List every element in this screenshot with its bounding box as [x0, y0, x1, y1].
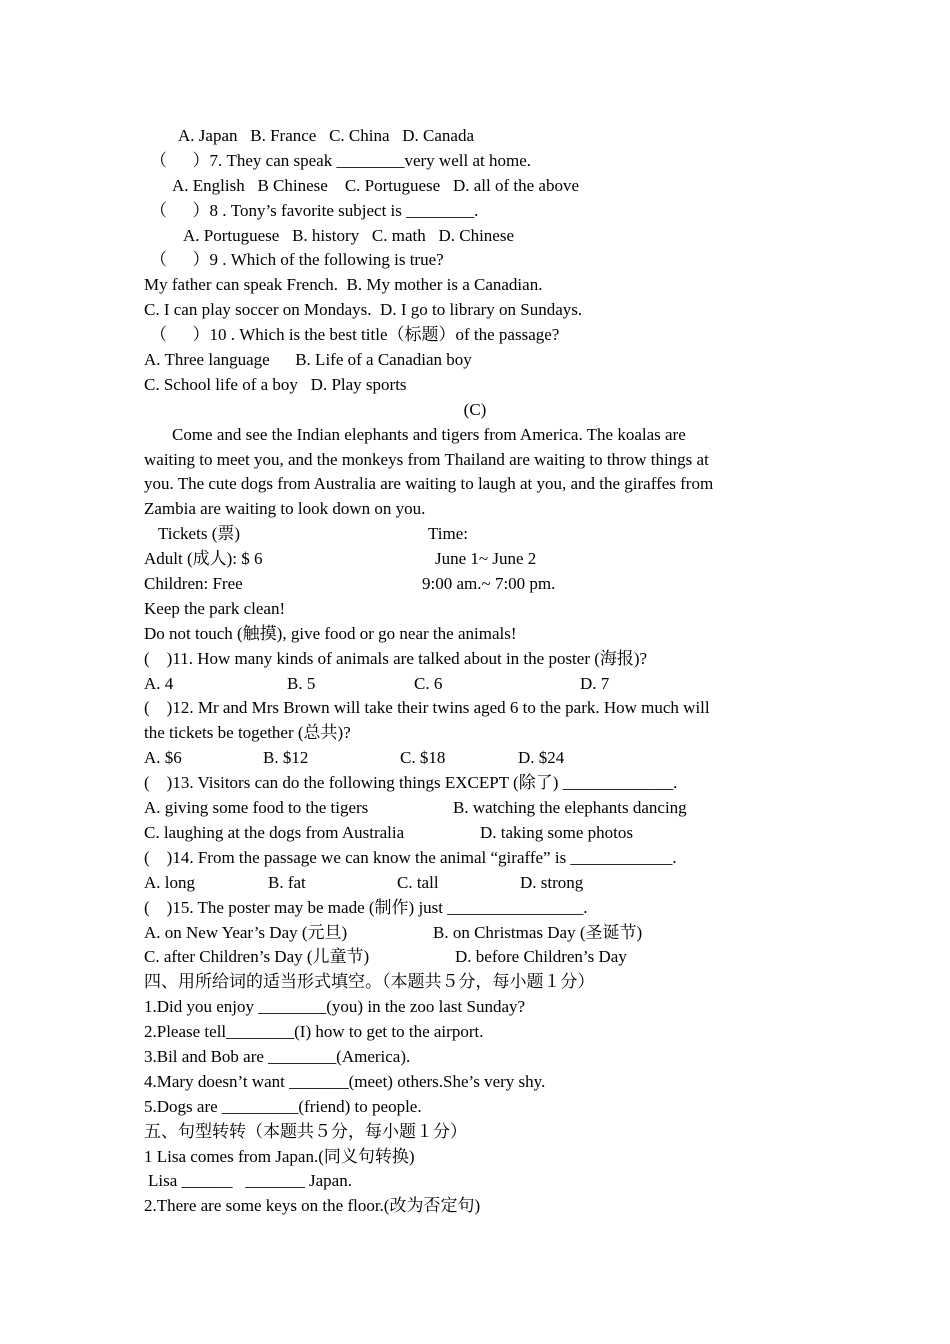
text-segment: ( )11. How many kinds of animals are talked about in the poster (海报)? — [144, 648, 648, 668]
text-line — [0, 224, 950, 249]
text-segment: C. after Children’s Day (儿童节) — [144, 947, 370, 967]
text-line — [0, 497, 950, 522]
text-line — [0, 945, 950, 970]
text-segment: B. 5 — [287, 673, 316, 693]
text-line — [0, 1120, 950, 1145]
text-line — [0, 373, 950, 398]
text-line — [0, 348, 950, 373]
text-segment: C. tall — [397, 872, 439, 892]
text-segment: waiting to meet you, and the monkeys from Thailand are waiting to throw things at — [144, 449, 709, 469]
text-segment: C. $18 — [400, 748, 446, 768]
text-line — [0, 572, 950, 597]
text-segment: B. on Christmas Day (圣诞节) — [433, 922, 643, 942]
text-line — [0, 323, 950, 348]
text-segment: you. The cute dogs from Australia are waiting to laugh at you, and the giraffes from — [144, 474, 714, 494]
text-line — [0, 1045, 950, 1070]
section-heading: (C) — [463, 399, 487, 419]
text-segment: the tickets be together (总共)? — [144, 723, 351, 743]
text-line — [0, 248, 950, 273]
text-segment: A. long — [144, 872, 195, 892]
text-line — [0, 398, 950, 423]
text-segment: D. taking some photos — [480, 822, 633, 842]
text-segment: Come and see the Indian elephants and tigers from America. The koalas are — [172, 424, 686, 444]
text-segment: 2.Please tell________(I) how to get to the airport. — [144, 1022, 484, 1042]
text-segment: Do not touch (触摸), give food or go near the animals! — [144, 623, 517, 643]
text-segment: A. Japan B. France C. China D. Canada — [178, 126, 475, 145]
text-line — [0, 921, 950, 946]
text-segment: 3.Bil and Bob are ________(America). — [144, 1046, 411, 1066]
text-segment: 2.There are some keys on the floor.(改为否定句) — [144, 1196, 481, 1216]
text-line — [0, 846, 950, 871]
text-segment: D. 7 — [580, 673, 610, 693]
text-line — [0, 647, 950, 672]
text-segment: Adult (成人): $ 6 — [144, 549, 263, 569]
text-line — [0, 771, 950, 796]
text-segment: A. on New Year’s Day (元旦) — [144, 922, 348, 942]
text-line — [0, 1095, 950, 1120]
text-segment: B. fat — [268, 872, 306, 892]
text-segment: D. $24 — [518, 748, 565, 768]
text-segment: ( )14. From the passage we can know the animal “giraffe” is ____________. — [144, 847, 677, 867]
text-segment: 5.Dogs are _________(friend) to people. — [144, 1096, 422, 1116]
text-segment: Lisa ______ _______ Japan. — [148, 1171, 352, 1191]
text-segment: A. $6 — [144, 748, 182, 768]
text-segment: （ ）10 . Which is the best title（标题）of the passage? — [150, 325, 560, 345]
text-segment: C. 6 — [414, 673, 443, 693]
text-segment: A. 4 — [144, 673, 174, 693]
text-line — [0, 995, 950, 1020]
text-line — [0, 149, 950, 174]
text-segment: Zambia are waiting to look down on you. — [144, 499, 426, 519]
text-line — [0, 199, 950, 224]
text-line — [0, 1169, 950, 1194]
text-line — [0, 273, 950, 298]
text-segment: Tickets (票) — [158, 524, 241, 544]
text-segment: C. laughing at the dogs from Australia — [144, 822, 405, 842]
text-segment: ( )13. Visitors can do the following things EXCEPT (除了) _____________. — [144, 773, 678, 793]
text-line — [0, 174, 950, 199]
text-line — [0, 796, 950, 821]
text-segment: 五、句型转转（本题共５分，每小题１分） — [144, 1121, 467, 1141]
text-segment: 1 Lisa comes from Japan.(同义句转换) — [144, 1146, 415, 1166]
text-segment: 9:00 am.~ 7:00 pm. — [422, 574, 556, 594]
text-segment: C. School life of a boy D. Play sports — [144, 374, 407, 394]
text-line — [0, 1020, 950, 1045]
text-segment: Keep the park clean! — [144, 598, 286, 618]
text-line — [0, 821, 950, 846]
text-line — [0, 472, 950, 497]
text-segment: D. before Children’s Day — [455, 947, 627, 967]
text-line — [0, 970, 950, 995]
text-segment: A. Portuguese B. history C. math D. Chinese — [183, 225, 515, 245]
text-line — [0, 1194, 950, 1219]
text-line — [0, 597, 950, 622]
text-segment: C. I can play soccer on Mondays. D. I go to library on Sundays. — [144, 300, 583, 320]
text-line — [0, 746, 950, 771]
text-line — [0, 448, 950, 473]
text-segment: B. $12 — [263, 748, 309, 768]
text-segment: Children: Free — [144, 574, 243, 594]
text-segment: B. watching the elephants dancing — [453, 798, 687, 818]
text-line — [0, 423, 950, 448]
text-line — [0, 124, 950, 149]
text-segment: ( )12. Mr and Mrs Brown will take their twins aged 6 to the park. How much will — [144, 698, 710, 718]
text-segment: My father can speak French. B. My mother is a Canadian. — [144, 275, 543, 295]
text-line — [0, 672, 950, 697]
text-segment: A. giving some food to the tigers — [144, 798, 369, 818]
text-line — [0, 871, 950, 896]
text-line — [0, 522, 950, 547]
text-line — [0, 696, 950, 721]
text-segment: 1.Did you enjoy ________(you) in the zoo last Sunday? — [144, 997, 526, 1017]
text-line — [0, 298, 950, 323]
text-segment: A. English B Chinese C. Portuguese D. all of the above — [172, 175, 580, 195]
text-line — [0, 622, 950, 647]
exam-page — [0, 124, 950, 1219]
text-segment: （ ）8 . Tony’s favorite subject is ________. — [150, 200, 479, 220]
text-segment: 四、用所给词的适当形式填空。（本题共５分，每小题１分） — [144, 972, 595, 992]
text-line — [0, 721, 950, 746]
text-segment: D. strong — [520, 872, 584, 892]
text-segment: ( )15. The poster may be made (制作) just ________________. — [144, 897, 588, 917]
text-line — [0, 1070, 950, 1095]
text-line — [0, 896, 950, 921]
text-segment: A. Three language B. Life of a Canadian boy — [144, 350, 472, 370]
text-segment: （ ）7. They can speak ________very well at home. — [150, 150, 531, 170]
text-line — [0, 1145, 950, 1170]
text-segment: Time: — [428, 524, 469, 544]
text-line — [0, 547, 950, 572]
text-segment: 4.Mary doesn’t want _______(meet) others.She’s very shy. — [144, 1071, 546, 1091]
text-segment: （ ）9 . Which of the following is true? — [150, 250, 444, 270]
text-segment: June 1~ June 2 — [435, 549, 537, 569]
